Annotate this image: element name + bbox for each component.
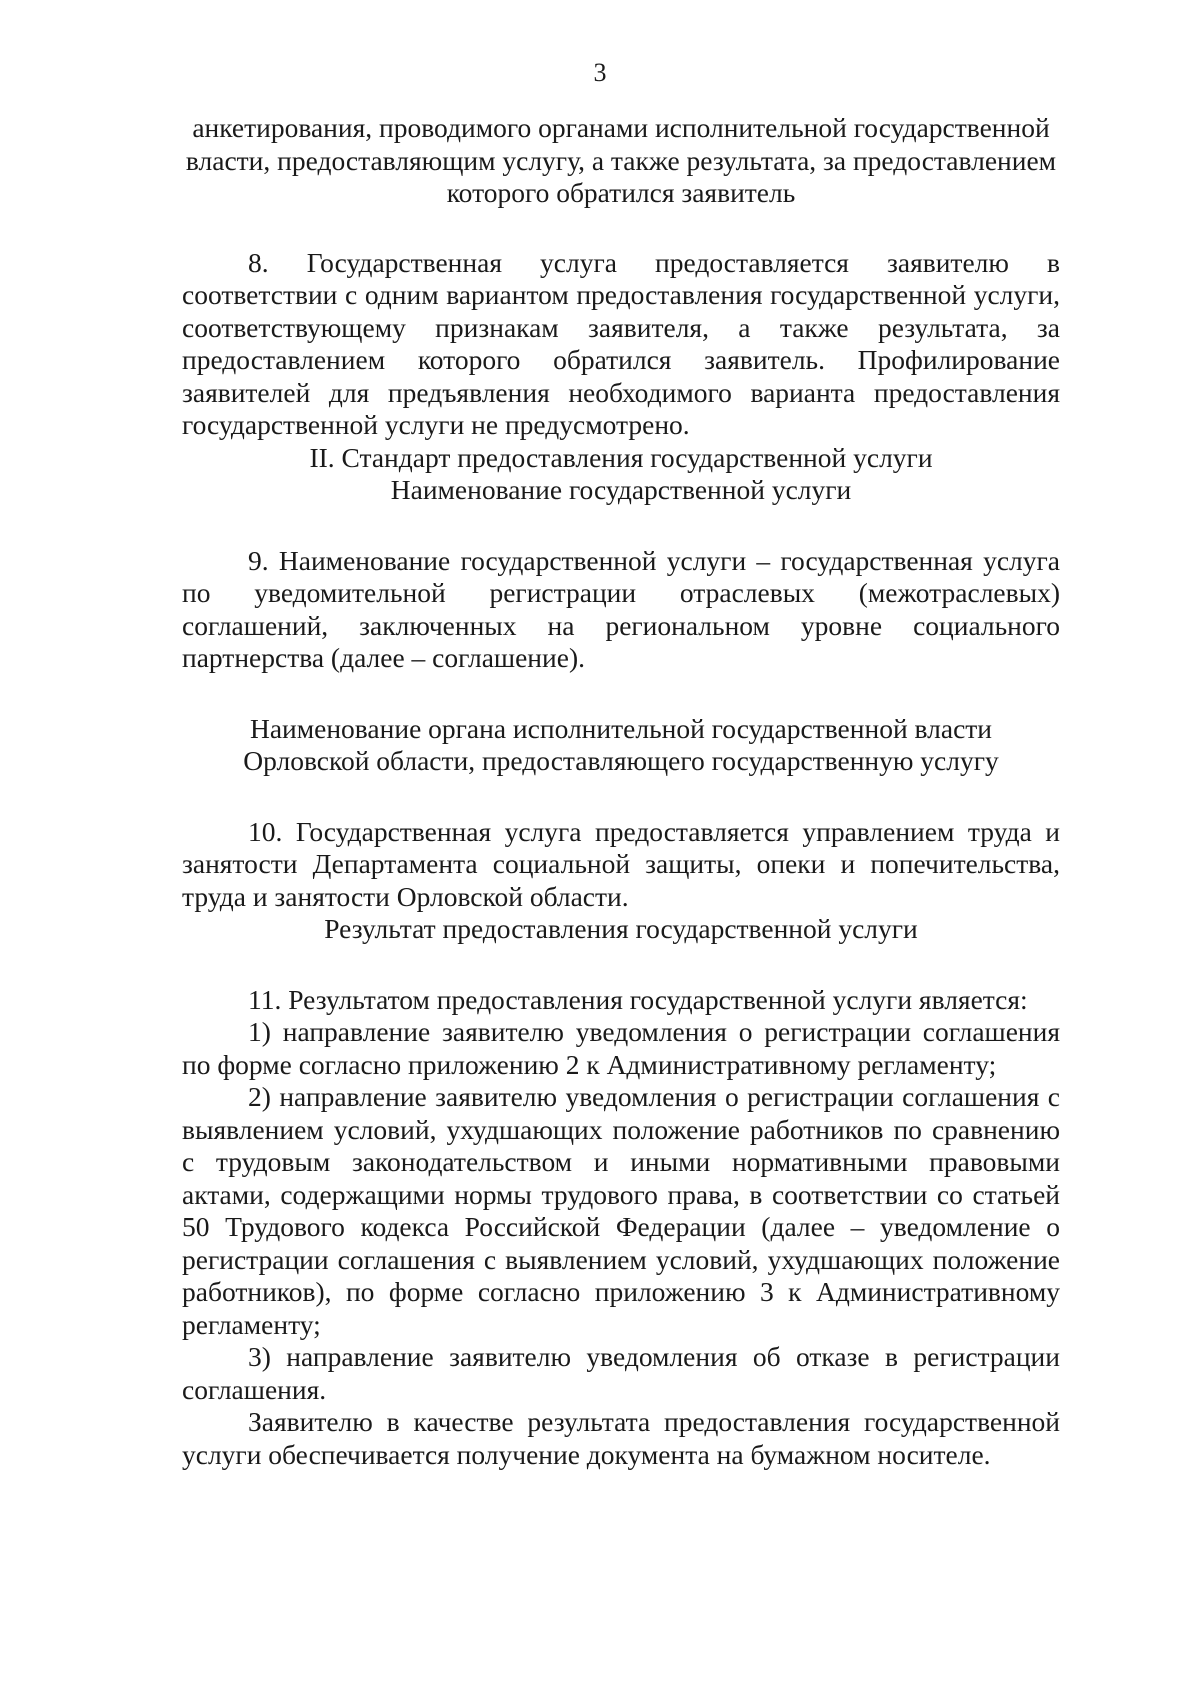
result-item-3: 3) направление заявителю уведомления об отказе в регистрации соглашения. xyxy=(182,1341,1060,1405)
document-body xyxy=(182,112,1060,1471)
section-title: II. Стандарт предоставления государственной услуги xyxy=(309,441,933,473)
paragraph-11-final: Заявителю в качестве результата предоставления государственной услуги обеспечивается получение документа на бумажном носителе. xyxy=(182,1406,1060,1470)
paragraph-9: 9. Наименование государственной услуги – государственная услуга по уведомительной регистрации отраслевых (межотраслевых) соглашений, заключенных на региональном уровне социального партнерства (далее – соглашение). xyxy=(182,544,1060,673)
result-item-2: 2) направление заявителю уведомления о регистрации соглашения с выявлением условий, ухудшающих положение работников по сравнению с трудовым законодательством и иными нормативными правовыми актами, содержащими нормы трудового права, в соответствии со статьей 50 Трудового кодекса Российской Федерации (далее – уведомление о регистрации соглашения с выявлением условий, ухудшающих положение работников), по форме согласно приложению 3 к Административному регламенту; xyxy=(182,1081,1060,1340)
heading-organ-line-1: Наименование органа исполнительной государственной власти xyxy=(249,712,993,744)
heading-organ-line-2: Орловской области, предоставляющего государственную услугу xyxy=(243,745,999,776)
page-number: 3 xyxy=(593,58,607,87)
heading-organ xyxy=(182,713,1060,778)
paragraph-10: 10. Государственная услуга предоставляется управлением труда и занятости Департамента социальной защиты, опеки и попечительства, труда и занятости Орловской области. xyxy=(182,815,1060,912)
heading-service-name: Наименование государственной услуги xyxy=(390,474,852,505)
intro-paragraph: анкетирования, проводимого органами исполнительной государственной власти, предоставляющим услугу, а также результата, за предоставлением которого обратился заявитель xyxy=(185,112,1057,208)
result-item-1: 1) направление заявителю уведомления о регистрации соглашения по форме согласно приложению 2 к Административному регламенту; xyxy=(182,1016,1060,1080)
paragraph-11-intro: 11. Результатом предоставления государственной услуги является: xyxy=(248,983,1028,1015)
heading-result: Результат предоставления государственной услуги xyxy=(324,913,918,944)
paragraph-8: 8. Государственная услуга предоставляется заявителю в соответствии с одним вариантом предоставления государственной услуги, соответствующему признакам заявителя, а также результата, за предоставлением которого обратился заявитель. Профилирование заявителей для предъявления необходимого варианта предоставления государственной услуги не предусмотрено. xyxy=(182,246,1060,440)
